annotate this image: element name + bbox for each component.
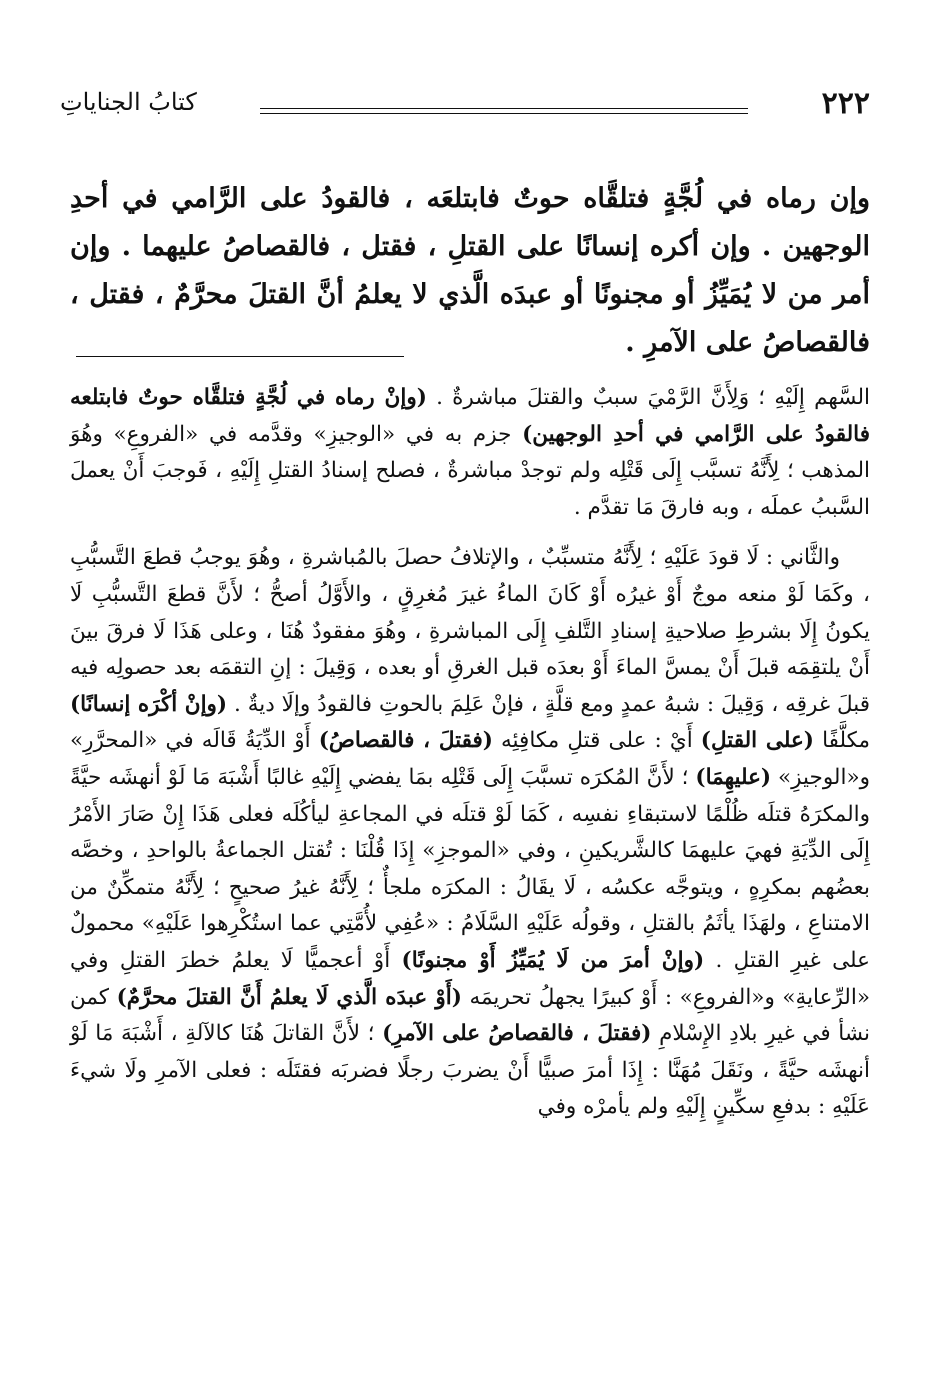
quoted-matn-run: (فقتلَ ، فالقصاصُ) — [318, 728, 493, 754]
commentary-run: جزم به في «الوجيزِ» وقدَّمه في «الفروعِ» وهُوَ المذهب ؛ لِأَنَّهُ تسبَّب إِلَى قَتْلِه ولم توجدْ مباشرةٌ ، فصلح إسنادُ القتلِ إِلَيْهِ ، فَوجبَ أَنْ يعملَ السَّببُ عملَه ، وبه فارقَ مَا تقدَّم . — [70, 421, 870, 520]
main-text: وإن رماه في لُجَّةٍ فتلقَّاه حوتٌ فابتلعَه ، فالقودُ على الرَّامي في أحدِ الوجهين . وإن أكره إنسانًا على القتلِ ، فقتل ، فالقصاصُ عليهما . وإن أمر من لا يُمَيِّزُ أو مجنونًا أو عبدَه الَّذي لا يعلمُ أنَّ القتلَ محرَّمٌ ، فقتل ، فالقصاصُ على الآمرِ . — [70, 183, 870, 358]
quoted-matn-run: (وإنْ رماه في لُجَّةٍ فتلقَّاه حوتٌ فابتلعه فالقودُ على الرَّامي في أحدِ الوجهين) — [70, 385, 870, 447]
commentary-run: ؛ لأَنَّ المُكرَه تسبَّبَ إِلَى قَتْلِه بمَا يفضي إِلَيْهِ غالبًا أَشْبَهَ مَا لَوْ أنهشَه حيَّةً والمكرَهُ قتلَه ظُلْمًا لاستبقاءِ نفسِه ، كَمَا لَوْ قتلَه في المجاعةِ ليأكُلَه فعلى هَذَا إِنْ صَارَ الأَمْرُ إِلَى الدِّيَةِ فهيَ عليهمَا كالشَّريكينِ ، وفي «الموجزِ» إِذَا قُلْنَا : تُقتل الجماعةُ بالواحدِ ، وخصَّه بعضُهم بمكرِهٍ ، ويتوجَّه عكسُه ، لَا يقَالُ : المكرَه ملجأٌ ؛ لِأَنَّهُ غيرُ صحيحٍ ؛ لِأَنَّهُ متمكِّنٌ من الامتناعِ ، ولهَذَا يأثَمُ بالقتلِ ، وقولُه عَلَيْهِ السَّلَامُ : «عُفِي لأُمَّتِي عما استُكْرِهوا عَلَيْهِ» محمولٌ على غيرِ القتلِ . — [70, 764, 870, 973]
running-title: كتابُ الجناياتِ — [60, 88, 197, 116]
commentary-run: ؛ لأَنَّ القاتلَ هُنَا كالآلةِ ، أَشْبَهَ مَا لَوْ أنهشَه حيَّةً ، ونَقَلَ مُهَنَّا : إِذَا أمرَ صبيًّا أَنْ يضربَ رجلًا فضربَه فقتَلَه : فعلى الآمرِ ولَا شيءَ عَلَيْهِ : بدفعِ سكِّينٍ إِلَيْهِ ولم يأمرْه وفي — [70, 1021, 870, 1120]
quoted-matn-run: (عليهِمَا) — [695, 764, 772, 790]
page-header — [60, 86, 870, 126]
quoted-matn-run: (أَوْ عبدَه الَّذي لَا يعلمُ أَنَّ القتلَ محرَّمٌ) — [116, 984, 462, 1010]
commentary-run: مكلَّفًا — [813, 728, 870, 754]
page-number: ٢٢٢ — [821, 86, 870, 121]
commentary-run: السَّهم إِلَيْهِ ؛ وَلِأَنَّ الرَّمْيَ سببٌ والقتلَ مباشرةٌ . — [426, 385, 870, 410]
quoted-matn-run: (وإنْ أمرَ من لَا يُمَيِّزُ أَوْ مجنونًا) — [401, 947, 705, 973]
commentary — [70, 380, 870, 1126]
commentary-run: كمن نشأ في غيرِ بلادِ الإِسْلامِ — [70, 984, 870, 1047]
quoted-matn-run: (وإنْ أكْرَه إنسانًا) — [70, 691, 228, 717]
commentary-run: أَوْ الدِّيَةُ قَالَه في «المحرَّرِ» و«الوجيزِ» — [70, 728, 870, 790]
commentary-paragraph-1 — [70, 380, 870, 526]
quoted-matn-run: (فقتلَ ، فالقصاصُ على الآمرِ) — [382, 1021, 652, 1047]
commentary-run: أَوْ أعجميًّا لَا يعلمُ خطرَ القتلِ وفي «الرِّعايةِ» و«الفروعِ» : أَوْ كبيرًا يجهلُ تحريمَه — [70, 947, 870, 1010]
quoted-matn-run: (على القتلِ) — [700, 728, 814, 754]
commentary-paragraph-2 — [70, 540, 870, 1126]
header-rule — [260, 108, 748, 114]
commentary-run: أَيْ : على قتلِ مكافِئِه — [492, 728, 701, 754]
commentary-run: والثَّاني : لَا قودَ عَلَيْهِ ؛ لِأَنَّهُ متسبِّبٌ ، والإتلافُ حصلَ بالمُباشرةِ ، وهُوَ يوجبُ قطعَ التَّسبُّبِ ، وكَمَا لَوْ منعه موجٌ أَوْ غيرُه أَوْ كَانَ الماءُ غيرَ مُغرِقٍ ، والأَوَّلُ أصحُّ ؛ لأَنَّ قطعَ التَّسبُّبِ لَا يكونُ إِلَا بشرطِ صلاحيةِ إسنادِ التَّلفِ إِلَى المباشرةِ ، وهُوَ مفقودٌ هُنَا ، وعلى هَذَا لَا فرقَ بينَ أَنْ يلتقِمَه قبلَ أَنْ يمسَّ الماءَ أَوْ بعدَه قبل الغرقِ أو بعده ، وَقِيلَ : إنِ التقمَه بعد حصولِه فيه قبلَ غرقِه ، وَقِيلَ : شبهُ عمدٍ ومع قلَّةٍ ، فإنْ عَلِمَ بالحوتِ فالقودُ وإلَا ديةٌ . — [70, 545, 870, 717]
separator-rule — [76, 356, 404, 357]
